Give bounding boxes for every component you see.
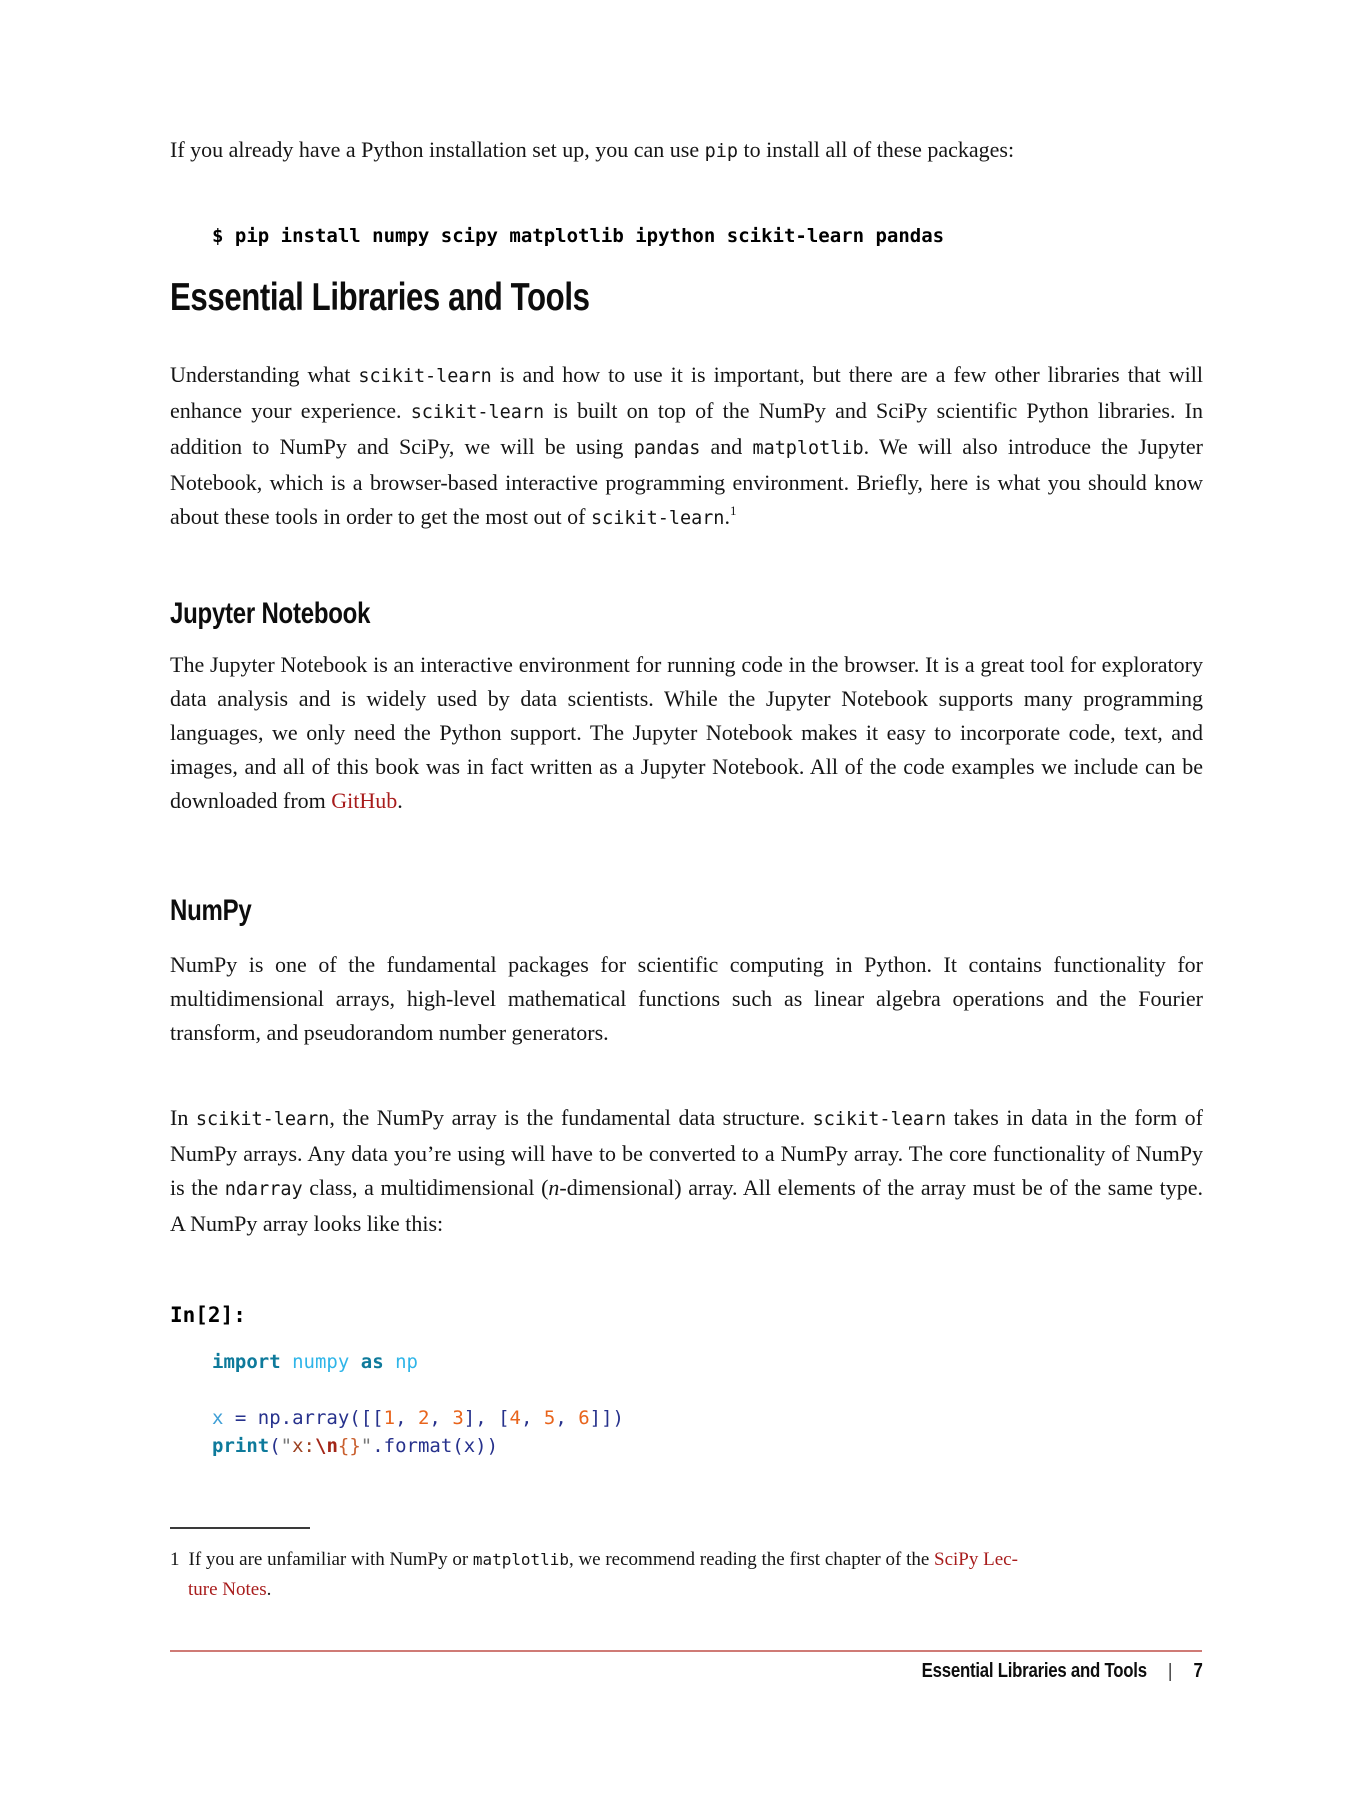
text-run: n: [548, 1175, 560, 1200]
text-run: If you are unfamiliar with NumPy or: [188, 1549, 473, 1570]
footnote-rule: [170, 1527, 310, 1529]
inline-code: pip: [704, 141, 738, 162]
text-run: , we recommend reading the first chapter of the: [568, 1549, 935, 1570]
footer-rule: [170, 1650, 1202, 1652]
page-footer: [922, 1659, 1203, 1683]
intro-paragraph: [170, 133, 1203, 169]
inline-code: scikit-learn: [812, 1109, 947, 1130]
text-run: . We will also introduce the Jupyter Notebook, which is a browser-based interactive programming environment. Briefly, here is what you should know about these tools in order to get the most out of: [170, 434, 1204, 529]
text-run: takes in data in the form of NumPy arrays. Any data you’re using will have to be converted to a NumPy array. The core functionality of NumPy is the: [170, 1105, 1203, 1200]
text-run: class, a multidimensional (: [302, 1175, 549, 1200]
text-run: .: [397, 788, 403, 813]
section-title: Essential Libraries and Tools: [170, 276, 590, 319]
text-run: NumPy is one of the fundamental packages for scientific computing in Python. It contains functionality for multidimensional arrays, high-level mathematical functions such as linear algebra operations and the Fourier transform, and pseudorandom number generators.: [170, 952, 1203, 1045]
code-line: [212, 1376, 624, 1404]
footer-page-number: 7: [1193, 1659, 1203, 1682]
text-run: and: [700, 434, 753, 459]
code-line: x = np.array([[1, 2, 3], [4, 5, 6]]): [212, 1407, 624, 1429]
text-run: is built on top of the NumPy and SciPy scientific Python libraries. In addition to NumPy and SciPy, we will be using: [170, 398, 1203, 459]
text-run: .: [266, 1579, 272, 1600]
code-line: import numpy as np: [212, 1351, 418, 1373]
shell-command: $ pip install numpy scipy matplotlib ipython scikit-learn pandas: [212, 225, 945, 247]
text-run: -dimensional) array. All elements of the array must be of the same type. A NumPy array looks like this:: [170, 1175, 1203, 1236]
inline-code: scikit-learn: [195, 1109, 330, 1130]
text-run: is and how to use it is important, but there are a few other libraries that will enhance your experience.: [170, 362, 1203, 423]
code-line: print("x:\n{}".format(x)): [212, 1435, 499, 1457]
jupyter-paragraph: [170, 648, 1203, 818]
inline-code: scikit-learn: [591, 508, 725, 529]
footer-section-label: Essential Libraries and Tools: [922, 1659, 1148, 1682]
footnote-ref-1: 1: [729, 503, 737, 518]
text-run: In: [170, 1105, 196, 1130]
scipy-lecture-notes-link[interactable]: SciPy Lec-: [934, 1549, 1018, 1570]
inline-code: ndarray: [224, 1179, 303, 1200]
inline-code: scikit-learn: [358, 366, 492, 387]
code-input-label: In[2]:: [170, 1303, 246, 1327]
text-run: , the NumPy array is the fundamental data structure.: [329, 1105, 813, 1130]
overview-paragraph: [170, 358, 1203, 536]
heading-numpy: NumPy: [170, 894, 252, 927]
heading-jupyter-notebook: Jupyter Notebook: [170, 597, 371, 630]
text-run: .: [724, 504, 730, 529]
scipy-lecture-notes-link[interactable]: ture Notes: [188, 1579, 267, 1600]
text-run: Understanding what: [170, 362, 359, 387]
text-run: If you already have a Python installation set up, you can use: [170, 137, 705, 162]
code-block: [212, 1348, 624, 1460]
inline-code: matplotlib: [752, 438, 864, 459]
footnote-text: [188, 1549, 1018, 1600]
text-run: The Jupyter Notebook is an interactive environment for running code in the browser. It is a great tool for exploratory data analysis and is widely used by data scientists. While the Jupyter Notebook supports many programming languages, we only need the Python support. The Jupyter Notebook makes it easy to incorporate code, text, and images, and all of this book was in fact written as a Jupyter Notebook. All of the code examples we include can be downloaded from: [170, 652, 1203, 813]
footnote: [170, 1545, 1221, 1605]
numpy-paragraph-2: [170, 1101, 1203, 1241]
inline-code: scikit-learn: [410, 402, 545, 423]
text-run: to install all of these packages:: [737, 137, 1015, 162]
footer-divider: |: [1168, 1661, 1173, 1682]
footnote-number: 1: [170, 1549, 180, 1570]
github-link[interactable]: GitHub: [331, 788, 398, 813]
inline-code: matplotlib: [472, 1550, 569, 1569]
inline-code: pandas: [633, 438, 701, 459]
numpy-paragraph-1: [170, 948, 1203, 1050]
